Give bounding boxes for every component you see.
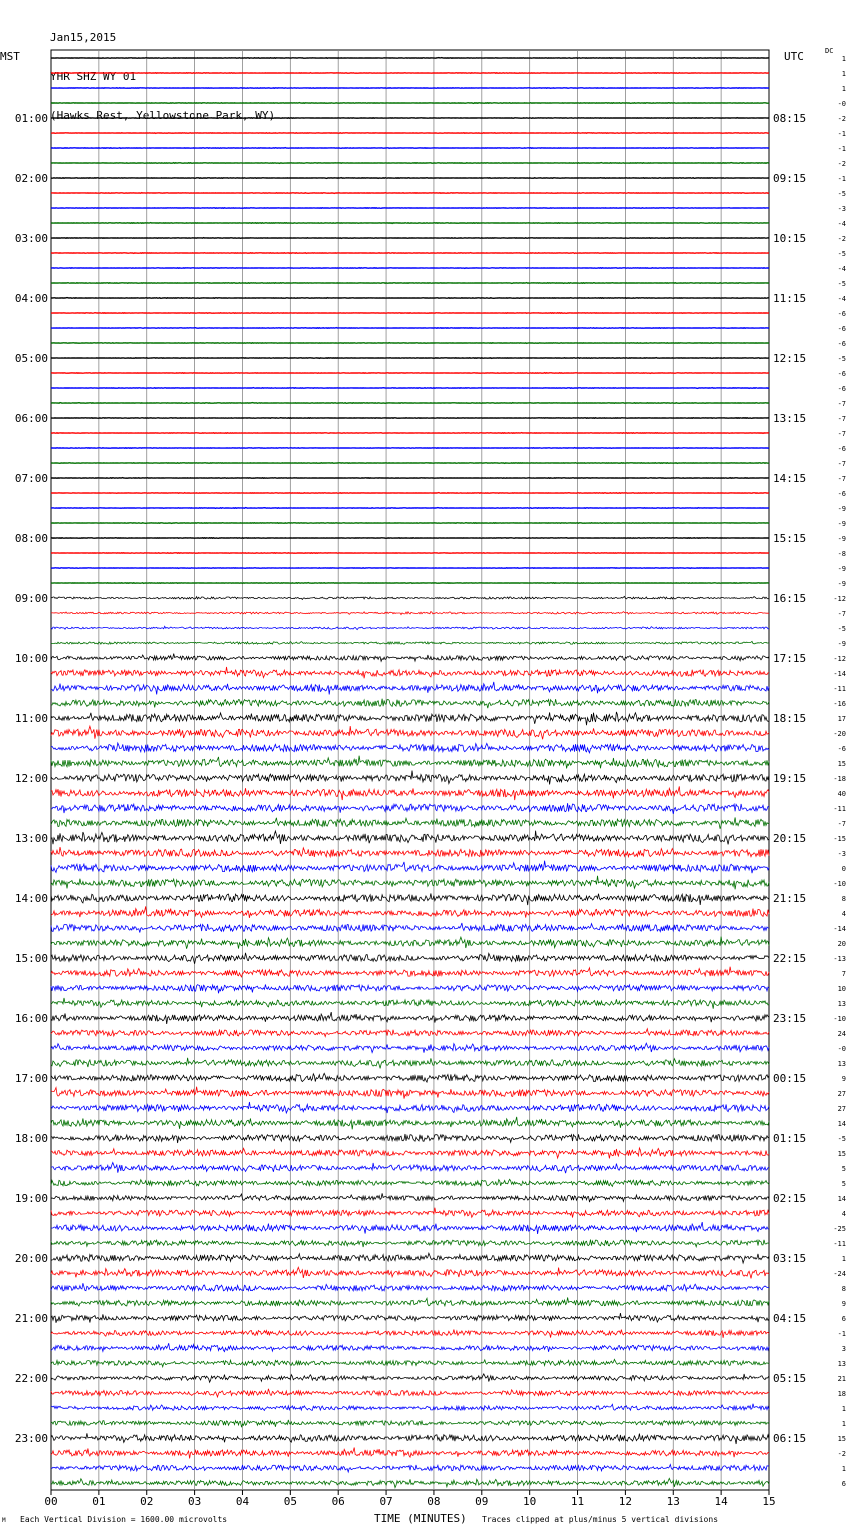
- trace-row: [51, 313, 769, 314]
- left-hour-label: 02:00: [14, 172, 48, 185]
- dc-offset-label: 27: [837, 1105, 846, 1113]
- dc-offset-label: -6: [837, 445, 846, 453]
- left-hour-label: 17:00: [14, 1072, 48, 1085]
- trace-row: [51, 967, 769, 977]
- dc-offset-label: 27: [837, 1090, 846, 1098]
- dc-offset-label: -5: [837, 250, 846, 258]
- trace-row: [51, 118, 769, 119]
- right-hour-label: 05:15: [773, 1372, 807, 1385]
- trace-row: [51, 568, 769, 569]
- trace-row: [51, 847, 769, 857]
- x-tick-label: 06: [331, 1495, 345, 1508]
- dc-offset-label: 7: [841, 970, 846, 978]
- dc-offset-label: -7: [837, 415, 846, 423]
- right-hour-label: 12:15: [773, 352, 807, 365]
- trace-row: [51, 817, 769, 828]
- dc-offset-label: -2: [837, 115, 846, 123]
- trace-row: [51, 268, 769, 269]
- dc-offset-label: 4: [841, 1210, 846, 1218]
- dc-offset-label: -4: [837, 220, 846, 228]
- trace-row: [51, 58, 769, 59]
- dc-offset-label: 4: [841, 910, 846, 918]
- right-hour-label: 08:15: [773, 112, 807, 125]
- dc-offset-label: -5: [837, 1135, 846, 1143]
- dc-offset-label: -0: [837, 100, 846, 108]
- x-tick-label: 15: [762, 1495, 776, 1508]
- dc-offset-label: 14: [837, 1120, 846, 1128]
- trace-row: [51, 328, 769, 329]
- clip-note: Traces clipped at plus/minus 5 vertical divisions: [482, 1515, 719, 1524]
- dc-offset-label: 5: [841, 1165, 846, 1173]
- trace-row: [51, 1087, 769, 1099]
- trace-row: [51, 1283, 769, 1291]
- trace-row: [51, 1343, 769, 1352]
- trace-row: [51, 1478, 769, 1487]
- dc-offset-label: 13: [837, 1000, 846, 1008]
- dc-offset-label: -6: [837, 310, 846, 318]
- trace-row: [51, 133, 769, 134]
- trace-row: [51, 493, 769, 494]
- dc-offset-label: -24: [833, 1270, 846, 1278]
- right-hour-label: 00:15: [773, 1072, 807, 1085]
- dc-offset-label: 17: [837, 715, 846, 723]
- trace-row: [51, 403, 769, 404]
- dc-offset-label: -9: [837, 535, 846, 543]
- trace-row: [51, 73, 769, 74]
- trace-row: [51, 1117, 769, 1129]
- dc-offset-label: -9: [837, 505, 846, 513]
- right-hour-label: 16:15: [773, 592, 807, 605]
- trace-row: [51, 1193, 769, 1202]
- trace-row: [51, 1029, 769, 1037]
- trace-row: [51, 1465, 769, 1473]
- trace-row: [51, 861, 769, 874]
- x-tick-label: 07: [379, 1495, 393, 1508]
- trace-row: [51, 433, 769, 434]
- dc-offset-label: -9: [837, 580, 846, 588]
- trace-row: [51, 803, 769, 814]
- right-hour-label: 20:15: [773, 832, 807, 845]
- trace-row: [51, 448, 769, 449]
- dc-offset-label: -6: [837, 745, 846, 753]
- trace-row: [51, 1179, 769, 1186]
- dc-offset-label: -7: [837, 610, 846, 618]
- right-hour-label: 15:15: [773, 532, 807, 545]
- dc-offset-label: 14: [837, 1195, 846, 1203]
- trace-row: [51, 1148, 769, 1158]
- dc-offset-label: 15: [837, 1150, 846, 1158]
- dc-offset-label: -7: [837, 400, 846, 408]
- dc-offset-label: 15: [837, 1435, 846, 1443]
- left-hour-label: 23:00: [14, 1432, 48, 1445]
- trace-row: [51, 283, 769, 284]
- right-hour-label: 11:15: [773, 292, 807, 305]
- dc-offset-label: -3: [837, 205, 846, 213]
- trace-row: [51, 1404, 769, 1411]
- trace-row: [51, 1330, 769, 1338]
- dc-offset-label: 13: [837, 1060, 846, 1068]
- trace-row: [51, 743, 769, 753]
- left-hour-label: 15:00: [14, 952, 48, 965]
- trace-row: [51, 626, 769, 629]
- trace-row: [51, 253, 769, 254]
- trace-row: [51, 1208, 769, 1218]
- trace-row: [51, 596, 769, 599]
- dc-offset-label: -7: [837, 475, 846, 483]
- trace-row: [51, 1240, 769, 1248]
- trace-row: [51, 1420, 769, 1427]
- dc-offset-label: -9: [837, 565, 846, 573]
- station-label: (Hawks Rest, Yellowstone Park, WY): [50, 109, 276, 122]
- trace-row: [51, 937, 769, 949]
- trace-row: [51, 1253, 769, 1263]
- x-axis-title: TIME (MINUTES): [374, 1512, 467, 1525]
- trace-row: [51, 682, 769, 695]
- dc-offset-label: -3: [837, 850, 846, 858]
- trace-row: [51, 654, 769, 662]
- right-hour-label: 21:15: [773, 892, 807, 905]
- dc-offset-label: -7: [837, 430, 846, 438]
- dc-label: DC: [825, 47, 834, 55]
- dc-offset-label: 5: [841, 1180, 846, 1188]
- dc-offset-label: -6: [837, 325, 846, 333]
- x-tick-label: 09: [475, 1495, 489, 1508]
- scale-note: Each Vertical Division = 1600.00 microvolts: [20, 1515, 228, 1524]
- dc-offset-label: -4: [837, 295, 846, 303]
- dc-offset-label: -5: [837, 280, 846, 288]
- plot-frame: [51, 50, 769, 1490]
- trace-row: [51, 771, 769, 785]
- trace-row: [51, 208, 769, 209]
- dc-offset-label: -8: [837, 550, 846, 558]
- dc-offset-label: -12: [833, 595, 846, 603]
- dc-offset-label: 9: [841, 1075, 846, 1083]
- dc-offset-label: -9: [837, 640, 846, 648]
- x-tick-label: 13: [666, 1495, 680, 1508]
- corner-mark: M: [2, 1517, 6, 1524]
- dc-offset-label: -11: [833, 685, 846, 693]
- dc-offset-label: -20: [833, 730, 846, 738]
- trace-row: [51, 612, 769, 615]
- dc-offset-label: 1: [841, 1405, 846, 1413]
- dc-offset-label: -7: [837, 820, 846, 828]
- dc-offset-label: 1: [841, 55, 846, 63]
- dc-offset-label: 20: [837, 940, 846, 948]
- trace-row: [51, 523, 769, 524]
- left-hour-label: 01:00: [14, 112, 48, 125]
- dc-offset-label: 24: [837, 1030, 846, 1038]
- dc-offset-label: 8: [841, 1285, 846, 1293]
- right-hour-label: 22:15: [773, 952, 807, 965]
- left-hour-label: 13:00: [14, 832, 48, 845]
- trace-row: [51, 985, 769, 994]
- dc-offset-label: -0: [837, 1045, 846, 1053]
- right-hour-label: 06:15: [773, 1432, 807, 1445]
- left-hour-label: 07:00: [14, 472, 48, 485]
- left-timezone-label: MST: [0, 50, 20, 63]
- dc-offset-label: 9: [841, 1300, 846, 1308]
- right-hour-label: 10:15: [773, 232, 807, 245]
- right-hour-label: 04:15: [773, 1312, 807, 1325]
- dc-offset-label: 8: [841, 895, 846, 903]
- dc-offset-label: 1: [841, 85, 846, 93]
- dc-offset-label: 0: [841, 865, 846, 873]
- trace-row: [51, 223, 769, 224]
- trace-row: [51, 893, 769, 905]
- x-tick-label: 12: [618, 1495, 633, 1508]
- trace-row: [51, 298, 769, 299]
- trace-row: [51, 1012, 769, 1024]
- dc-offset-label: 1: [841, 1465, 846, 1473]
- dc-offset-label: 13: [837, 1360, 846, 1368]
- x-tick-label: 08: [427, 1495, 441, 1508]
- dc-offset-label: 21: [837, 1375, 846, 1383]
- dc-offset-label: -6: [837, 385, 846, 393]
- dc-offset-label: -1: [837, 1330, 846, 1338]
- dc-offset-label: 18: [837, 1390, 846, 1398]
- left-hour-label: 20:00: [14, 1252, 48, 1265]
- left-hour-label: 16:00: [14, 1012, 48, 1025]
- trace-row: [51, 1102, 769, 1113]
- left-hour-label: 04:00: [14, 292, 48, 305]
- trace-row: [51, 538, 769, 539]
- dc-offset-label: -11: [833, 805, 846, 813]
- dc-offset-label: -14: [833, 670, 846, 678]
- dc-offset-label: -25: [833, 1225, 846, 1233]
- trace-row: [51, 923, 769, 933]
- dc-offset-label: 6: [841, 1480, 846, 1488]
- x-tick-label: 02: [140, 1495, 154, 1508]
- dc-offset-label: -1: [837, 130, 846, 138]
- trace-row: [51, 1222, 769, 1234]
- left-hour-label: 06:00: [14, 412, 48, 425]
- trace-row: [51, 148, 769, 149]
- trace-row: [51, 343, 769, 344]
- trace-row: [51, 238, 769, 239]
- trace-row: [51, 508, 769, 509]
- right-hour-label: 14:15: [773, 472, 807, 485]
- right-hour-label: 02:15: [773, 1192, 807, 1205]
- trace-row: [51, 786, 769, 800]
- trace-row: [51, 373, 769, 374]
- trace-row: [51, 193, 769, 194]
- trace-row: [51, 418, 769, 419]
- dc-offset-label: 1: [841, 1420, 846, 1428]
- trace-row: [51, 1448, 769, 1459]
- left-hour-label: 03:00: [14, 232, 48, 245]
- dc-offset-label: -6: [837, 370, 846, 378]
- x-tick-label: 14: [714, 1495, 728, 1508]
- right-hour-label: 23:15: [773, 1012, 807, 1025]
- x-tick-label: 10: [523, 1495, 537, 1508]
- trace-row: [51, 641, 769, 644]
- left-hour-label: 12:00: [14, 772, 48, 785]
- left-hour-label: 11:00: [14, 712, 48, 725]
- dc-offset-label: -11: [833, 1240, 846, 1248]
- dc-offset-label: 40: [837, 790, 846, 798]
- trace-row: [51, 1134, 769, 1143]
- channel-label: YHR SHZ WY 01: [50, 70, 137, 83]
- dc-offset-label: 3: [841, 1345, 846, 1353]
- dc-offset-label: 15: [837, 760, 846, 768]
- dc-offset-label: -6: [837, 490, 846, 498]
- right-hour-label: 19:15: [773, 772, 807, 785]
- trace-row: [51, 178, 769, 179]
- trace-row: [51, 478, 769, 479]
- left-hour-label: 10:00: [14, 652, 48, 665]
- dc-offset-label: -14: [833, 925, 846, 933]
- dc-offset-label: -15: [833, 835, 846, 843]
- x-tick-label: 04: [235, 1495, 250, 1508]
- trace-row: [51, 667, 769, 678]
- left-hour-label: 08:00: [14, 532, 48, 545]
- x-tick-label: 03: [187, 1495, 202, 1508]
- right-hour-label: 13:15: [773, 412, 807, 425]
- x-tick-label: 11: [570, 1495, 585, 1508]
- trace-row: [51, 1058, 769, 1069]
- trace-row: [51, 953, 769, 964]
- trace-row: [51, 1298, 769, 1307]
- trace-row: [51, 1163, 769, 1174]
- trace-row: [51, 1359, 769, 1366]
- trace-row: [51, 388, 769, 389]
- dc-offset-label: -7: [837, 460, 846, 468]
- left-hour-label: 05:00: [14, 352, 48, 365]
- x-tick-label: 00: [44, 1495, 58, 1508]
- trace-row: [51, 553, 769, 554]
- dc-offset-label: -6: [837, 340, 846, 348]
- trace-row: [51, 756, 769, 769]
- trace-row: [51, 726, 769, 739]
- trace-row: [51, 1073, 769, 1082]
- trace-row: [51, 163, 769, 164]
- right-hour-label: 18:15: [773, 712, 807, 725]
- left-hour-label: 19:00: [14, 1192, 48, 1205]
- left-hour-label: 14:00: [14, 892, 48, 905]
- dc-offset-label: -12: [833, 655, 846, 663]
- dc-offset-label: 6: [841, 1315, 846, 1323]
- trace-row: [51, 1389, 769, 1397]
- right-hour-label: 03:15: [773, 1252, 807, 1265]
- dc-offset-label: -16: [833, 700, 846, 708]
- trace-row: [51, 998, 769, 1009]
- dc-offset-label: -2: [837, 1450, 846, 1458]
- dc-offset-label: -9: [837, 520, 846, 528]
- trace-row: [51, 88, 769, 89]
- dc-offset-label: 10: [837, 985, 846, 993]
- trace-row: [51, 103, 769, 104]
- trace-row: [51, 831, 769, 845]
- trace-row: [51, 583, 769, 584]
- right-hour-label: 01:15: [773, 1132, 807, 1145]
- trace-row: [51, 1313, 769, 1323]
- dc-offset-label: -5: [837, 625, 846, 633]
- trace-row: [51, 1374, 769, 1382]
- dc-offset-label: -5: [837, 190, 846, 198]
- dc-offset-label: 1: [841, 70, 846, 78]
- dc-offset-label: -2: [837, 160, 846, 168]
- left-hour-label: 18:00: [14, 1132, 48, 1145]
- right-hour-label: 09:15: [773, 172, 807, 185]
- x-tick-label: 05: [283, 1495, 297, 1508]
- trace-row: [51, 712, 769, 725]
- trace-row: [51, 358, 769, 359]
- dc-offset-label: 1: [841, 1255, 846, 1263]
- x-tick-label: 01: [92, 1495, 106, 1508]
- trace-row: [51, 876, 769, 890]
- dc-offset-label: -10: [833, 1015, 846, 1023]
- right-hour-label: 17:15: [773, 652, 807, 665]
- trace-row: [51, 1267, 769, 1278]
- trace-row: [51, 699, 769, 709]
- left-hour-label: 22:00: [14, 1372, 48, 1385]
- trace-row: [51, 1433, 769, 1444]
- trace-row: [51, 1043, 769, 1053]
- dc-offset-label: -4: [837, 265, 846, 273]
- left-hour-label: 21:00: [14, 1312, 48, 1325]
- dc-offset-label: -2: [837, 235, 846, 243]
- dc-offset-label: -10: [833, 880, 846, 888]
- date-label: Jan15,2015: [50, 31, 117, 44]
- trace-row: [51, 906, 769, 918]
- dc-offset-label: -5: [837, 355, 846, 363]
- dc-offset-label: -1: [837, 145, 846, 153]
- dc-offset-label: -18: [833, 775, 846, 783]
- dc-offset-label: -13: [833, 955, 846, 963]
- right-timezone-label: UTC: [784, 50, 804, 63]
- left-hour-label: 09:00: [14, 592, 48, 605]
- dc-offset-label: -1: [837, 175, 846, 183]
- trace-row: [51, 463, 769, 464]
